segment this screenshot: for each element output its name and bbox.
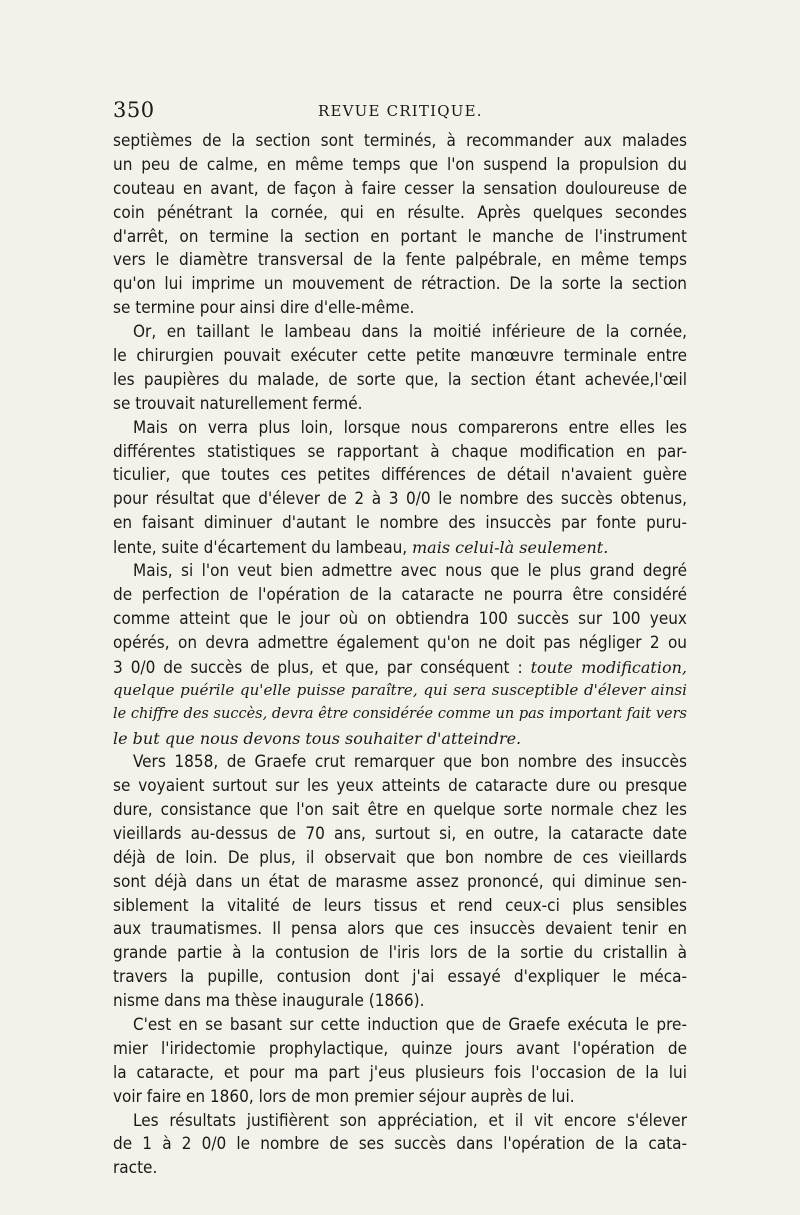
text-line: de 1 à 2 0/0 le nombre de ses succès dans l'opération de la cata- [113,1134,687,1155]
text-line: d'arrêt, on termine la section en portant le manche de l'instrument [113,226,687,247]
running-head: REVUE CRITIQUE. [318,102,483,120]
italic-line: quelque puérile qu'elle puisse paraître, qui sera susceptible d'élever ainsi [113,681,687,700]
text-line: ticulier, que toutes ces petites différences de détail n'avaient guère [113,465,687,486]
text-line: septièmes de la section sont terminés, à recommander aux malades [113,131,687,151]
paragraph [113,130,687,321]
text-line [113,536,687,560]
text-line: aux traumatismes. Il pensa alors que ces insuccès devaient tenir en [113,919,687,940]
italic-run: mais celui-là seulement. [412,538,609,558]
text-line: couteau en avant, de façon à faire cesser la sensation douloureuse de [113,178,687,199]
text-line: se termine pour ainsi dire d'elle-même. [113,298,415,319]
text-line: un peu de calme, en même temps que l'on suspend la propulsion du [113,154,687,175]
page-number: 350 [113,98,155,122]
text-line: les paupières du malade, de sorte que, la section étant achevée,l'œil [113,369,687,390]
text-line: nisme dans ma thèse inaugurale (1866). [113,991,425,1012]
paragraph [113,560,687,751]
text-line: coin pénétrant la cornée, qui en résulte. Après quelques secondes [113,202,687,223]
text-line: en faisant diminuer d'autant le nombre des insuccès par fonte puru- [113,513,687,534]
text-line: Mais on verra plus loin, lorsque nous comparerons entre elles les [133,417,687,438]
italic-line: le chiffre des succès, devra être considérée comme un pas important fait vers [113,706,687,723]
text-line: comme atteint que le jour où on obtiendra 100 succès sur 100 yeux [113,608,687,629]
text-line: dure, consistance que l'on sait être en quelque sorte normale chez les [113,799,687,820]
italic-run: toute modification, [530,657,687,677]
text-line: vers le diamètre transversal de la fente palpébrale, en même temps [113,250,687,271]
text-line: différentes statistiques se rapportant à chaque modification en par- [113,441,687,462]
body-text [113,130,687,1181]
paragraph [113,417,687,560]
text-line: Vers 1858, de Graefe crut remarquer que bon nombre des insuccès [133,752,687,773]
paragraph [113,751,687,1014]
text-line: Or, en taillant le lambeau dans la moitié inférieure de la cornée, [133,322,687,343]
text-line: opérés, on devra admettre également qu'on ne doit pas négliger 2 ou [113,632,687,653]
text-line: siblement la vitalité de leurs tissus et rend ceux-ci plus sensibles [113,895,687,916]
paragraph [113,1014,687,1110]
text-line: de perfection de l'opération de la cataracte ne pourra être considéré [113,584,687,605]
text-line: travers la pupille, contusion dont j'ai essayé d'expliquer le méca- [113,967,687,988]
page-header [113,98,687,128]
paragraph [113,321,687,417]
text-line: sont déjà dans un état de marasme assez prononcé, qui diminue sen- [113,871,687,892]
text-line [113,656,687,680]
text-line: se voyaient surtout sur les yeux atteints de cataracte dure ou presque [113,776,687,797]
text-line: le chirurgien pouvait exécuter cette petite manœuvre terminale entre [113,346,687,367]
paragraph [113,1110,687,1182]
text-line: Les résultats justifièrent son appréciation, et il vit encore s'élever [133,1110,687,1131]
text-line: déjà de loin. De plus, il observait que bon nombre de ces vieillards [113,847,687,868]
text-line: vieillards au-dessus de 70 ans, surtout si, en outre, la cataracte date [113,823,687,844]
text-line: la cataracte, et pour ma part j'eus plusieurs fois l'occasion de la lui [113,1062,687,1083]
italic-line: le but que nous devons tous souhaiter d'atteindre. [113,729,522,749]
text-run: 3 0/0 de succès de plus, et que, par conséquent : [113,657,531,678]
text-line: pour résultat que d'élever de 2 à 3 0/0 le nombre des succès obtenus, [113,489,687,510]
text-line: qu'on lui imprime un mouvement de rétraction. De la sorte la section [113,274,687,295]
text-line: voir faire en 1860, lors de mon premier séjour auprès de lui. [113,1086,575,1107]
text-line: mier l'iridectomie prophylactique, quinze jours avant l'opération de [113,1038,687,1059]
text-line: Mais, si l'on veut bien admettre avec nous que le plus grand degré [133,561,687,582]
text-line: grande partie à la contusion de l'iris lors de la sortie du cristallin à [113,943,687,964]
text-line: se trouvait naturellement fermé. [113,393,363,414]
text-line: racte. [113,1158,158,1179]
text-run: lente, suite d'écartement du lambeau, [113,538,412,559]
text-line: C'est en se basant sur cette induction que de Graefe exécuta le pre- [133,1014,687,1035]
